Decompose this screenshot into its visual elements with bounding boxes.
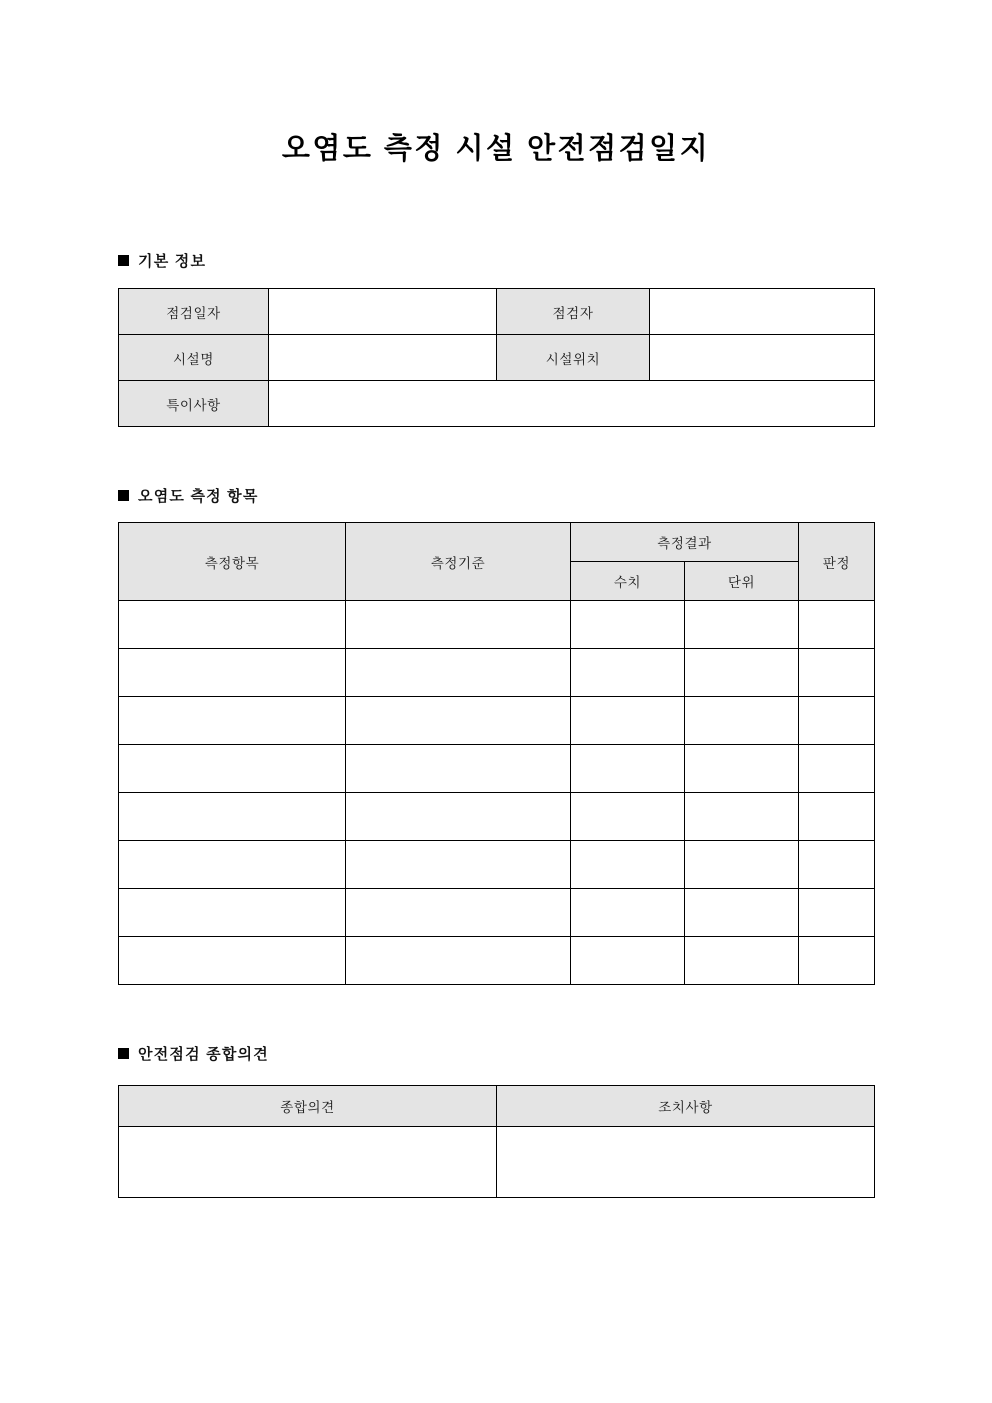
cell-result-unit[interactable] [685,889,799,937]
cell-judgement[interactable] [799,889,875,937]
cell-result-unit[interactable] [685,793,799,841]
cell-judgement[interactable] [799,697,875,745]
cell-result-value[interactable] [571,745,685,793]
field-facility-location[interactable] [650,335,875,381]
table-row [119,889,875,937]
field-action-items[interactable] [497,1127,875,1198]
table-row [119,289,875,335]
table-row [119,335,875,381]
section-heading-basic-info [118,250,206,271]
cell-result-unit[interactable] [685,649,799,697]
column-header-item: 측정항목 [119,523,346,601]
table-row [119,745,875,793]
black-square-bullet-icon [118,490,129,501]
cell-item[interactable] [119,745,346,793]
cell-item[interactable] [119,649,346,697]
cell-standard[interactable] [346,601,571,649]
cell-standard[interactable] [346,793,571,841]
label-facility-location: 시설위치 [497,335,650,381]
cell-item[interactable] [119,601,346,649]
cell-result-unit[interactable] [685,697,799,745]
column-header-overall-opinion: 종합의견 [119,1086,497,1127]
table-row [119,841,875,889]
cell-result-value[interactable] [571,697,685,745]
table-row [119,1127,875,1198]
field-remarks[interactable] [269,381,875,427]
cell-result-value[interactable] [571,649,685,697]
field-inspection-date[interactable] [269,289,497,335]
cell-item[interactable] [119,889,346,937]
column-header-result-group: 측정결과 [571,523,799,562]
cell-item[interactable] [119,841,346,889]
cell-standard[interactable] [346,649,571,697]
cell-standard[interactable] [346,697,571,745]
cell-judgement[interactable] [799,649,875,697]
table-row [119,793,875,841]
cell-standard[interactable] [346,889,571,937]
cell-judgement[interactable] [799,745,875,793]
cell-result-value[interactable] [571,889,685,937]
cell-standard[interactable] [346,937,571,985]
column-header-result-value: 수치 [571,562,685,601]
table-row [119,697,875,745]
column-header-action-items: 조치사항 [497,1086,875,1127]
measurement-rows-body [119,601,875,985]
cell-judgement[interactable] [799,601,875,649]
table-row [119,937,875,985]
label-facility-name: 시설명 [119,335,269,381]
black-square-bullet-icon [118,255,129,266]
cell-result-unit[interactable] [685,841,799,889]
cell-standard[interactable] [346,841,571,889]
label-inspector: 점검자 [497,289,650,335]
cell-judgement[interactable] [799,937,875,985]
label-inspection-date: 점검일자 [119,289,269,335]
column-header-standard: 측정기준 [346,523,571,601]
cell-judgement[interactable] [799,793,875,841]
page-title: 오염도 측정 시설 안전점검일지 [281,133,711,165]
cell-item[interactable] [119,793,346,841]
cell-standard[interactable] [346,745,571,793]
cell-result-value[interactable] [571,793,685,841]
basic-info-table [118,288,875,427]
section-heading-label: 오염도 측정 항목 [138,488,259,505]
section-heading-label: 기본 정보 [138,253,207,270]
table-row [119,649,875,697]
cell-result-value[interactable] [571,601,685,649]
column-header-judgement: 판정 [799,523,875,601]
cell-result-unit[interactable] [685,601,799,649]
table-row [119,381,875,427]
field-facility-name[interactable] [269,335,497,381]
field-inspector[interactable] [650,289,875,335]
label-remarks: 특이사항 [119,381,269,427]
section-heading-measurement-items [118,485,259,506]
cell-result-value[interactable] [571,841,685,889]
cell-result-unit[interactable] [685,937,799,985]
table-header-row [119,1086,875,1127]
cell-result-unit[interactable] [685,745,799,793]
section-heading-label: 안전점검 종합의견 [138,1046,269,1063]
field-overall-opinion[interactable] [119,1127,497,1198]
table-row [119,601,875,649]
safety-review-table [118,1085,875,1198]
table-header-row-top [119,523,875,562]
cell-item[interactable] [119,697,346,745]
cell-judgement[interactable] [799,841,875,889]
measurement-items-table [118,522,875,985]
column-header-result-unit: 단위 [685,562,799,601]
black-square-bullet-icon [118,1048,129,1059]
cell-item[interactable] [119,937,346,985]
cell-result-value[interactable] [571,937,685,985]
section-heading-safety-review [118,1043,269,1064]
